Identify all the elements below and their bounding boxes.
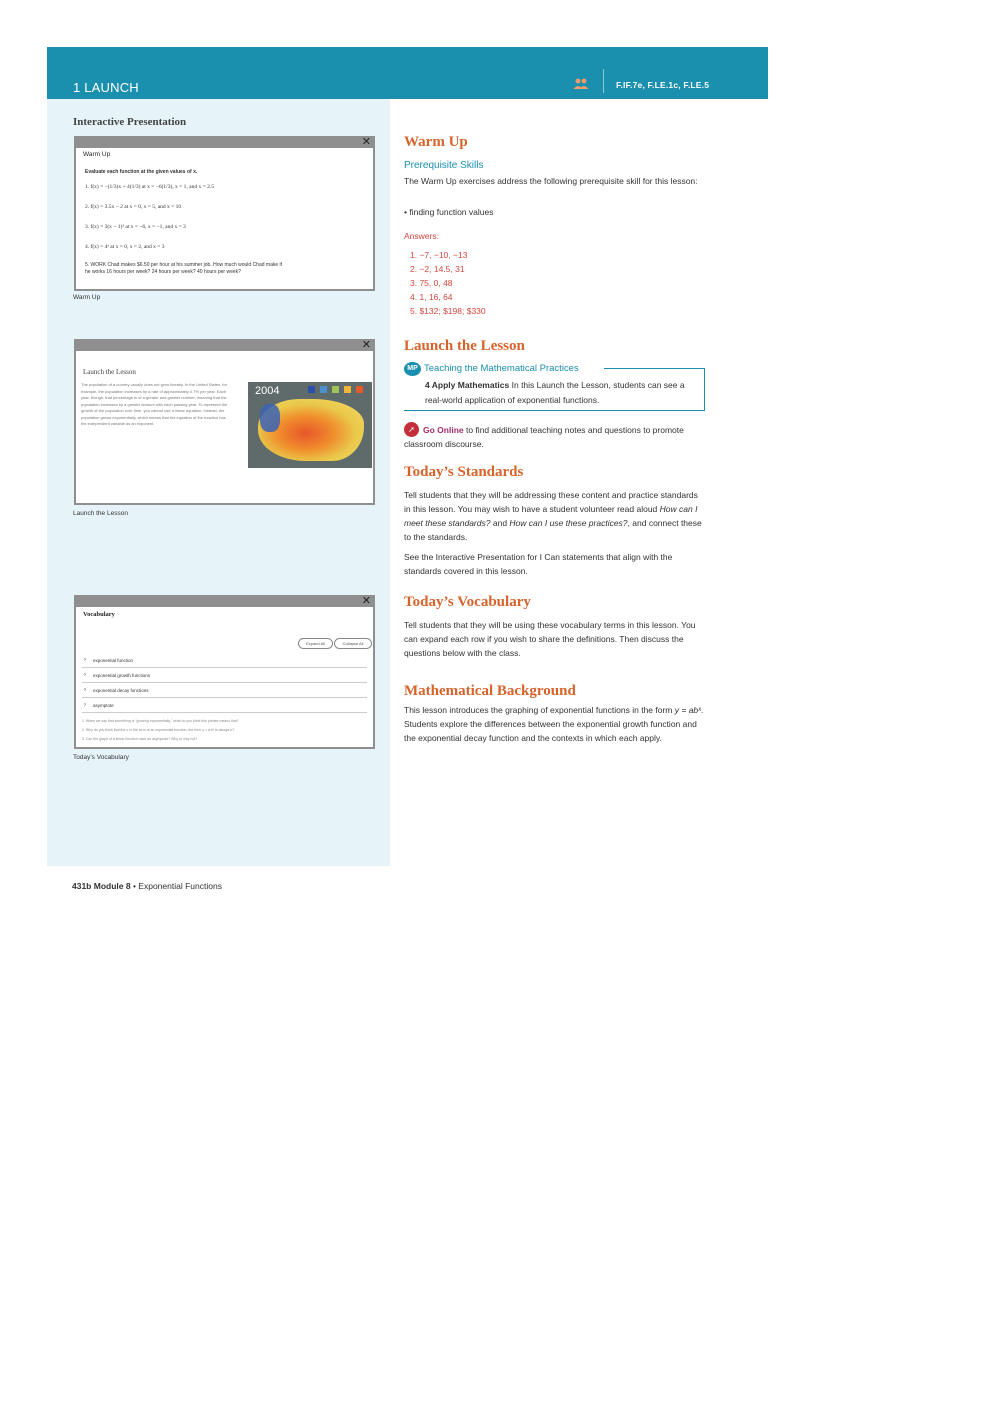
answer-item: 3. 75, 0, 48 xyxy=(410,278,453,288)
standards-codes: F.IF.7e, F.LE.1c, F.LE.5 xyxy=(616,80,710,90)
standards-paragraph-2: See the Interactive Presentation for I Can statements that align with the standards covered in this lesson. xyxy=(404,552,673,576)
chevron-right-icon: › xyxy=(84,657,86,663)
answer-item: 5. $132; $198; $330 xyxy=(410,306,486,316)
vocab-term-row[interactable] xyxy=(82,684,367,698)
go-online-description: to find additional teaching notes and questions to promote classroom discourse. xyxy=(404,425,684,449)
vocab-term: exponential decay functions xyxy=(93,688,149,693)
map-year: 2004 xyxy=(255,385,280,397)
text-run: Tell students that they will be addressing these content and practice standards in this lesson. You may wish to have a student volunteer read aloud xyxy=(404,490,698,514)
vocabulary-screenshot[interactable] xyxy=(74,595,375,749)
go-online-icon[interactable]: ➚ xyxy=(404,422,419,437)
warmup-item: 1. f(x) = −(1/3)x + 4(1/3) at x = −6(1/3), x = 1, and x = 2.5 xyxy=(85,184,214,190)
launch-caption: Launch the Lesson xyxy=(73,510,128,517)
page-footer xyxy=(72,881,222,891)
vocab-caption: Today’s Vocabulary xyxy=(73,754,129,761)
background-text xyxy=(404,703,706,745)
vocab-term-row[interactable] xyxy=(82,669,367,683)
vocab-question: 1. When we say that something is "growing exponentially," what do you think this phrase means that? xyxy=(82,719,239,723)
vocab-question: 2. Why do you think that the x in the form of an exponential function, the form y = a·bˣ is always b? xyxy=(82,728,235,732)
answer-item: 1. −7, −10, −13 xyxy=(410,250,468,260)
module-label: Module 8 xyxy=(93,881,131,891)
math-practices-title: Teaching the Mathematical Practices xyxy=(424,363,579,374)
answers-label: Answers: xyxy=(404,231,439,241)
group-icon xyxy=(573,78,589,90)
launch-heading: Launch the Lesson xyxy=(404,338,525,354)
text-run: This lesson introduces the graphing of exponential functions in the form xyxy=(404,705,673,715)
math-practices-text xyxy=(425,378,695,407)
warmup-item: 3. f(x) = 3(x − 1)² at x = −6, x = −1, and x = 3 xyxy=(85,224,186,230)
warmup-item: 5. WORK Chad makes $6.50 per hour at his summer job. How much would Chad make if he works 16 hours per week? 24 hours per week? 40 hours per week? xyxy=(85,262,283,275)
text-run: , and connect these to the standards. xyxy=(404,518,702,542)
prereq-heading: Prerequisite Skills xyxy=(404,160,484,171)
warmup-item: 4. f(x) = 4ˣ at x = 0, x = 2, and x = 3 xyxy=(85,244,165,250)
text-run: and xyxy=(492,518,508,528)
module-topic: • Exponential Functions xyxy=(132,881,222,891)
launch-slide-title: Launch the Lesson xyxy=(83,368,136,376)
close-icon[interactable]: ✕ xyxy=(361,595,371,607)
legend-swatch xyxy=(344,386,351,393)
text-run: . Students explore the differences between the exponential growth function and the exponential decay function and the contexts in which each apply. xyxy=(404,705,704,743)
go-online-text xyxy=(404,423,706,451)
vocab-term-row[interactable] xyxy=(82,699,367,713)
formula: y = abˣ xyxy=(674,705,702,715)
standards-paragraph xyxy=(404,488,706,544)
question-text: How can I meet these standards? xyxy=(404,504,698,528)
header-divider xyxy=(603,69,604,93)
vocabulary-text: Tell students that they will be using these vocabulary terms in this lesson. You can expand each row if you wish to share the definitions. Then discuss the questions below with the class. xyxy=(404,620,696,658)
prereq-bullet: • finding function values xyxy=(404,207,494,217)
warmup-slide-title: Warm Up xyxy=(83,151,111,158)
warmup-screenshot[interactable] xyxy=(74,136,375,291)
answer-item: 4. 1, 16, 64 xyxy=(410,292,453,302)
vocab-term: exponential function xyxy=(93,658,134,663)
legend-swatch xyxy=(356,386,363,393)
legend-swatch xyxy=(320,386,327,393)
prereq-text: The Warm Up exercises address the following prerequisite skill for this lesson: xyxy=(404,176,698,186)
warmup-caption: Warm Up xyxy=(73,294,101,301)
page-number: 431b xyxy=(72,881,92,891)
vocab-term: exponential growth functions xyxy=(93,673,151,678)
close-icon[interactable]: ✕ xyxy=(361,136,371,148)
usa-west-region xyxy=(260,404,280,432)
population-map xyxy=(248,382,372,468)
background-heading: Mathematical Background xyxy=(404,683,576,699)
window-titlebar xyxy=(76,138,373,148)
close-icon[interactable]: ✕ xyxy=(361,339,371,351)
window-titlebar xyxy=(76,597,373,607)
window-titlebar xyxy=(76,341,373,351)
launch-screenshot[interactable] xyxy=(74,339,375,505)
practice-name: 4 Apply Mathematics xyxy=(425,380,510,390)
chevron-right-icon: › xyxy=(84,672,86,678)
panel-title: Interactive Presentation xyxy=(73,116,187,128)
warmup-heading: Warm Up xyxy=(404,134,468,150)
question-text: How can I use these practices? xyxy=(509,518,628,528)
math-practices-icon: MP xyxy=(404,362,421,376)
practice-description: In this Launch the Lesson, students can see a real-world application of exponential functions. xyxy=(425,380,685,405)
chevron-right-icon: › xyxy=(84,687,86,693)
legend-swatch xyxy=(332,386,339,393)
section-title: 1 LAUNCH xyxy=(73,80,139,95)
collapse-all-button[interactable]: Collapse All xyxy=(334,638,372,649)
launch-slide-text: The population of a country usually does not grow linearly. In the United States, for example, the population increases by a rate of approximately 0.7% per year. Each year, though, that percentage is of a greater and greater number, meaning that the population increases by a greater amount with each passing year. To represent the growth of the population over time, you cannot use a linear equation. Instead, the population grows exponentially, which means that the equation of the function has the independent variable as an exponent. xyxy=(81,382,228,426)
section-header xyxy=(47,47,768,99)
expand-all-button[interactable]: Expand All xyxy=(298,638,333,649)
answer-item: 2. −2, 14.5, 31 xyxy=(410,264,465,274)
box-rule xyxy=(604,368,705,369)
vocab-slide-title: Vocabulary xyxy=(83,611,115,618)
warmup-item: 2. f(x) = 3.5x − 2 at x = 0, x = 5, and x = 10 xyxy=(85,204,182,210)
go-online-link[interactable]: Go Online xyxy=(423,425,464,435)
interactive-presentation-panel xyxy=(47,99,390,866)
chevron-right-icon: › xyxy=(84,702,86,708)
vocabulary-heading: Today’s Vocabulary xyxy=(404,594,531,610)
vocab-term: asymptote xyxy=(93,703,114,708)
warmup-instruction: Evaluate each function at the given values of x. xyxy=(85,169,198,175)
vocab-term-row[interactable] xyxy=(82,654,367,668)
standards-heading: Today’s Standards xyxy=(404,464,524,480)
legend-swatch xyxy=(308,386,315,393)
vocab-question: 3. Can the graph of a linear function have an asymptote? Why or why not? xyxy=(82,737,198,741)
